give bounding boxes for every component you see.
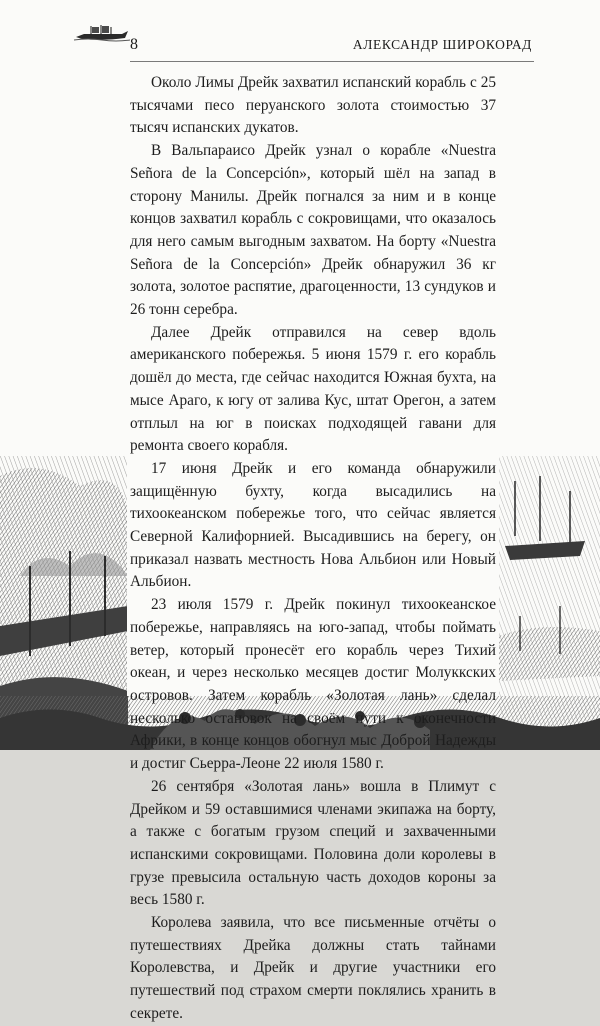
paragraph: 17 июня Дрейк и его команда обнаружили защищённую бухту, когда высадились на тихоокеанском побережье того, что сейчас является Северной Калифорнией. Высадившись на берегу, он приказал назвать местность Нова Альбион или Новый Альбион.	[130, 459, 496, 591]
running-head: АЛЕКСАНДР ШИРОКОРАД	[352, 37, 532, 52]
text-panel	[127, 64, 499, 1022]
paragraph: Около Лимы Дрейк захватил испанский корабль с 25 тысячами песо перуанского золота стоимостью 37 тысяч испанских дукатов.	[130, 74, 496, 137]
body-text	[130, 72, 496, 1026]
paragraph: 26 сентября «Золотая лань» вошла в Плимут с Дрейком и 59 оставшимися членами экипажа на борту, а также с богатым грузом специй и захваченными испанскими сокровищами. Половина доли королевы в грузе превысила остальную часть доходов короны за весь 1580 г.	[130, 777, 496, 909]
header-rule	[130, 61, 534, 62]
paragraph: В Вальпараисо Дрейк узнал о корабле «Nuestra Señora de la Concepción», который шёл на запад в сторону Манилы. Дрейк погнался за ним и в конце концов захватил корабль с сокровищами, что оказалось для него самым выгодным захватом. На борту «Nuestra Señora de la Concepción» Дрейк обнаружил 36 кг золота, золотое распятие, драгоценности, 13 сундуков и 26 тонн серебра.	[130, 142, 496, 319]
paragraph: 23 июля 1579 г. Дрейк покинул тихоокеанское побережье, направляясь на юго-запад, чтобы поймать ветер, который пронесёт его корабль через Тихий океан, и через несколько месяцев достиг Молуккских островов. Затем корабль «Золотая лань» сделал несколько остановок на своём пути к оконечности Африки, в конце концов обогнул мыс Доброй Надежды и достиг Сьерра-Леоне 22 июля 1580 г.	[130, 596, 496, 773]
paragraph: Далее Дрейк отправился на север вдоль американского побережья. 5 июня 1579 г. его корабль дошёл до места, где сейчас находится Южная бухта, на мысе Араго, к югу от залива Кус, штат Орегон, а затем отплыл на юг в поисках подходящей гавани для ремонта своего корабля.	[130, 323, 496, 455]
paragraph: Королева заявила, что все письменные отчёты о путешествиях Дрейка должны стать тайнами Королевства, и Дрейк и другие участники его путешествий под страхом смерти поклялись хранить в секрете.	[130, 914, 496, 1022]
ship-icon	[74, 24, 130, 42]
page-number: 8	[130, 36, 138, 53]
